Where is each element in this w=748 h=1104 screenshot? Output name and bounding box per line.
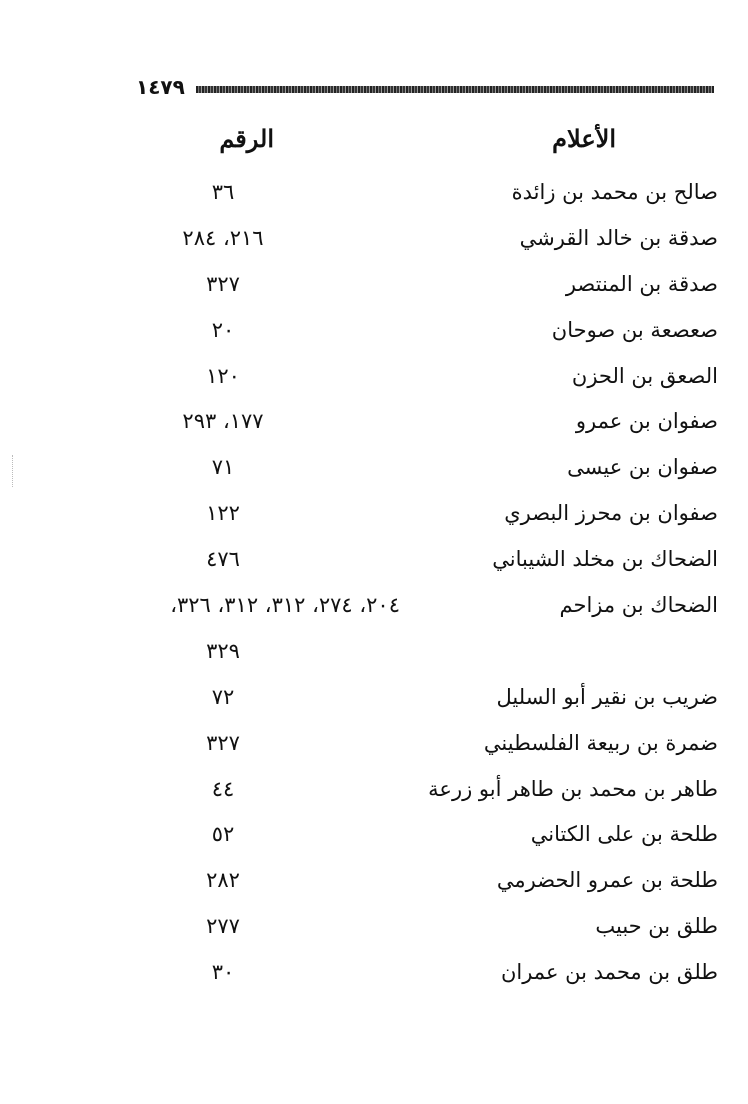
entry-numbers: ١٧٧، ٢٩٣	[182, 409, 264, 434]
entry-numbers: ٢٧٧	[206, 914, 240, 939]
index-row	[0, 264, 748, 310]
index-row	[0, 769, 748, 815]
entry-numbers: ٣٢٩	[206, 638, 240, 663]
entry-numbers: ٢٠	[211, 317, 235, 342]
entry-numbers: ٣٦	[211, 180, 235, 204]
entry-numbers: ٤٧٦	[206, 547, 240, 572]
entry-name: طلق بن محمد بن عمران	[500, 960, 718, 985]
entry-numbers: ٣٢٧	[206, 730, 240, 755]
entry-numbers: ٢١٦، ٢٨٤	[182, 225, 264, 250]
entry-numbers: ٣٢٧	[206, 271, 240, 296]
index-row	[0, 952, 748, 998]
entry-numbers: ٧٢	[211, 684, 235, 709]
entry-numbers: ٣٠	[211, 960, 235, 985]
index-row	[0, 310, 748, 356]
entry-name: صفوان بن عيسى	[567, 455, 718, 480]
entry-numbers: ١٢٠	[206, 363, 240, 388]
index-row	[0, 585, 748, 631]
entry-name: صالح بن محمد بن زائدة	[511, 180, 718, 204]
index-row	[0, 447, 748, 493]
entry-name: صدقة بن خالد القرشي	[519, 225, 718, 250]
entry-name: الضحاك بن مخلد الشيباني	[492, 547, 718, 572]
entry-numbers: ٧١	[211, 455, 235, 480]
entry-name: طلق بن حبيب	[595, 914, 718, 939]
index-row	[0, 539, 748, 585]
entry-name: طلحة بن على الكتاني	[530, 822, 718, 847]
entry-name: صفوان بن عمرو	[575, 409, 718, 434]
entry-name: صفوان بن محرز البصري	[504, 501, 718, 526]
entry-numbers: ٤٤	[211, 776, 235, 801]
index-row	[0, 723, 748, 769]
column-header-numbers: الرقم	[219, 124, 274, 153]
entry-name: ضريب بن نقير أبو السليل	[496, 684, 718, 709]
entry-numbers: ٥٢	[211, 822, 235, 847]
index-table	[0, 172, 748, 998]
entry-numbers: ١٢٢	[206, 501, 240, 526]
entry-numbers: ٢٨٢	[206, 868, 240, 893]
index-row	[0, 677, 748, 723]
entry-name: طاهر بن محمد بن طاهر أبو زرعة	[428, 776, 718, 801]
entry-name: طلحة بن عمرو الحضرمي	[496, 868, 718, 893]
index-row	[0, 356, 748, 402]
header-rule	[196, 86, 714, 93]
index-row	[0, 401, 748, 447]
entry-numbers: ٢٠٤، ٢٧٤، ٣١٢، ٣١٢، ٣٢٦،	[170, 593, 400, 618]
entry-name: ضمرة بن ربيعة الفلسطيني	[483, 730, 718, 755]
entry-name: صعصعة بن صوحان	[551, 317, 718, 342]
index-row	[0, 860, 748, 906]
column-header-names: الأعلام	[552, 124, 616, 153]
entry-name: صدقة بن المنتصر	[565, 271, 718, 296]
entry-name: الصعق بن الحزن	[571, 363, 718, 388]
index-row	[0, 172, 748, 218]
page-number: ١٤٧٩	[136, 75, 185, 99]
index-row	[0, 906, 748, 952]
entry-name: الضحاك بن مزاحم	[559, 593, 718, 618]
index-row	[0, 814, 748, 860]
index-row-continuation	[0, 631, 748, 677]
index-row	[0, 218, 748, 264]
index-row	[0, 493, 748, 539]
